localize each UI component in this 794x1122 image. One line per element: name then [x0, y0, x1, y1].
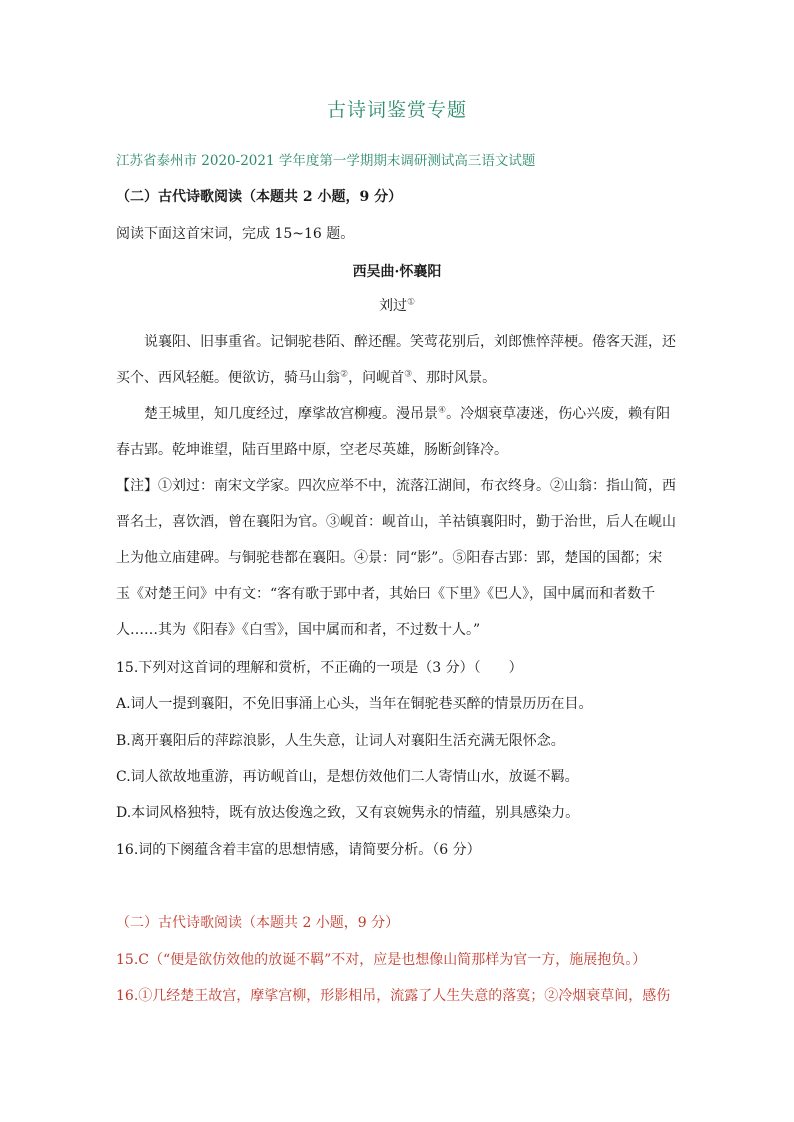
- question-15-option-c: C.词人欲故地重游，再访岘首山，是想仿效他们二人寄情山水，放诞不羁。: [116, 769, 579, 785]
- poem-author: [116, 296, 678, 316]
- poem-text-segment: ，问岘首: [348, 370, 405, 386]
- answer-16: 16.①几经楚王故宫，摩挲宫柳，形影相吊，流露了人生失意的落寞；②冷烟衰草间，感伤: [116, 988, 671, 1004]
- poem-stanza1-line2: [116, 368, 678, 388]
- answer-section-heading: （二）古代诗歌阅读（本题共 2 小题，9 分）: [116, 915, 400, 931]
- question-15-stem: 15.下列对这首词的理解和赏析，不正确的一项是（3 分）（ ）: [116, 660, 523, 676]
- notes-line-2: 晋名士，喜饮酒，曾在襄阳为官。③岘首：岘首山，羊祜镇襄阳时，勤于治世，后人在岘山: [116, 514, 676, 530]
- question-15-option-b: B.离开襄阳后的萍踪浪影，人生失意，让词人对襄阳生活充满无限怀念。: [116, 733, 565, 749]
- poem-text-segment: 买个、西风轻艇。便欲访，骑马山翁: [116, 370, 340, 386]
- poem-text-segment: 楚王城里，知几度经过，摩挲故宫柳瘦。漫吊景: [144, 406, 438, 422]
- question-16-stem: 16.词的下阕蕴含着丰富的思想情感，请简要分析。（6 分）: [116, 842, 481, 858]
- notes-line-1: 【注】①刘过：南宋文学家。四次应举不中，流落江湖间，布衣终身。②山翁：指山简，西: [116, 478, 676, 494]
- poem-text-segment: 。冷烟衰草凄迷，伤心兴废，赖有阳: [446, 406, 671, 422]
- section-heading: （二）古代诗歌阅读（本题共 2 小题，9 分）: [116, 189, 403, 205]
- poem-text-segment: 、那时风景。: [412, 370, 497, 386]
- poem-author-name: 刘过: [378, 298, 407, 314]
- question-15-option-d: D.本词风格独特，既有放达俊逸之致，又有哀婉隽永的情蕴，别具感染力。: [116, 805, 580, 821]
- note-marker-2: ②: [340, 369, 349, 380]
- author-note-marker: ①: [406, 297, 416, 308]
- note-marker-4: ④: [438, 405, 447, 416]
- note-marker-3: ③: [404, 369, 413, 380]
- instruction: 阅读下面这首宋词，完成 15~16 题。: [116, 226, 355, 242]
- question-15-option-a: A.词人一提到襄阳，不免旧事涌上心头，当年在铜驼巷买醉的情景历历在目。: [116, 696, 593, 712]
- poem-stanza2-line2: 春古郢。乾坤谁望，陆百里路中原，空老尽英雄，肠断剑锋冷。: [116, 442, 508, 458]
- poem-title: 西吴曲·怀襄阳: [352, 264, 442, 280]
- exam-source: 江苏省泰州市 2020-2021 学年度第一学期期末调研测试高三语文试题: [116, 153, 536, 169]
- answer-15: 15.C（“便是欲仿效他的放诞不羁”不对，应是也想像山简那样为官一方，施展抱负。）: [116, 952, 647, 968]
- notes-line-4: 玉《对楚王问》中有文：“客有歌于郢中者，其始曰《下里》《巴人》，国中属而和者数千: [116, 586, 656, 602]
- notes-line-3: 上为他立庙建碑。与铜驼巷都在襄阳。④景：同“影”。⑤阳春古郢：郢，楚国的国都；宋: [116, 550, 663, 566]
- page-title: 古诗词鉴赏专题: [326, 100, 467, 120]
- notes-line-5: 人……其为《阳春》《白雪》，国中属而和者，不过数十人。”: [116, 622, 481, 638]
- poem-stanza1-line1: 说襄阳、旧事重省。记铜驼巷陌、醉还醒。笑莺花别后，刘郎憔悴萍梗。倦客天涯，还: [144, 334, 676, 350]
- poem-stanza2-line1: [116, 404, 678, 424]
